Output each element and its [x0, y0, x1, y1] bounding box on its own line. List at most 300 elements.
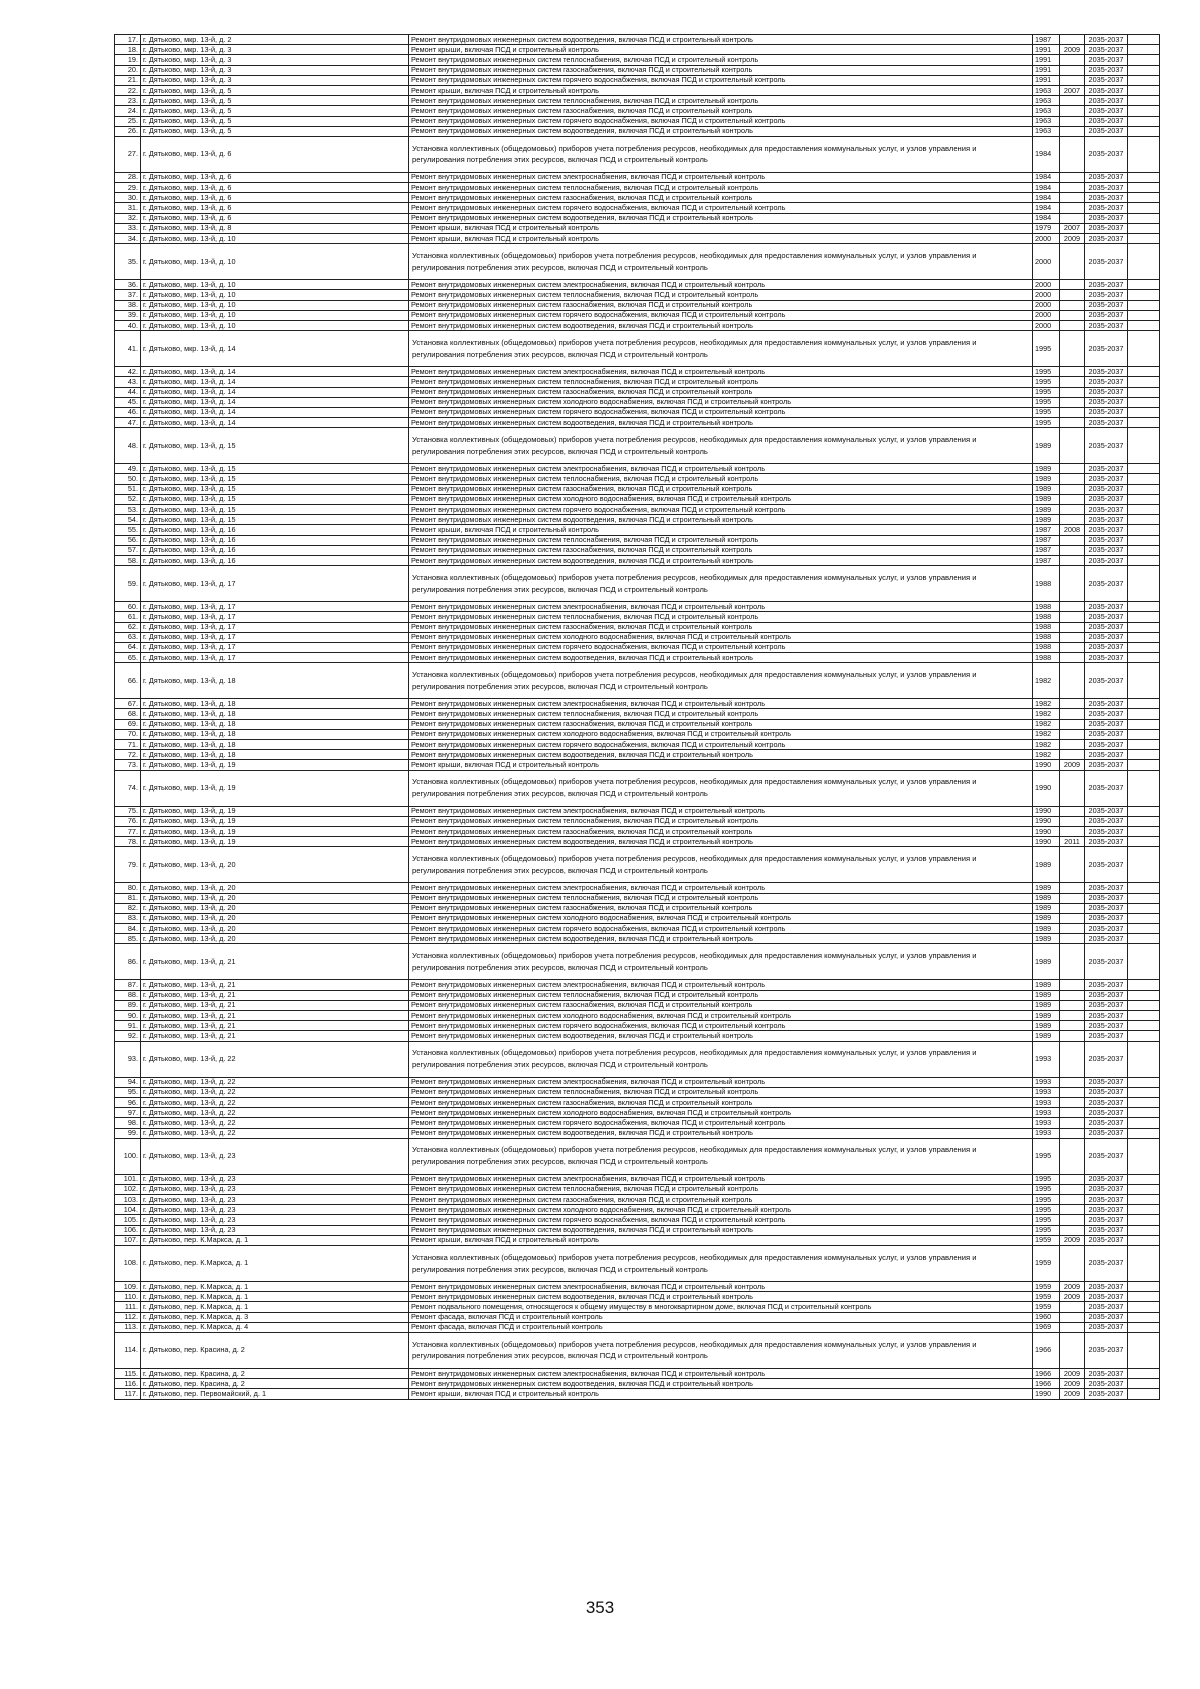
address-cell: г. Дятьково, мкр. 13-й, д. 17 [141, 602, 409, 612]
year-built-cell: 2000 [1033, 280, 1060, 290]
page-number: 353 [585, 1598, 615, 1617]
address-cell: г. Дятьково, мкр. 13-й, д. 3 [141, 55, 409, 65]
last-repair-year-cell [1060, 622, 1085, 632]
blank-cell [1128, 1097, 1160, 1107]
blank-cell [1128, 699, 1160, 709]
blank-cell [1128, 770, 1160, 806]
work-type-cell: Ремонт внутридомовых инженерных систем горячего водоснабжения, включая ПСД и строительный контроль [409, 203, 1033, 213]
address-cell: г. Дятьково, мкр. 13-й, д. 6 [141, 203, 409, 213]
address-cell: г. Дятьково, мкр. 13-й, д. 23 [141, 1174, 409, 1184]
work-type-cell: Ремонт внутридомовых инженерных систем водоотведения, включая ПСД и строительный контроль [409, 126, 1033, 136]
work-type-cell: Ремонт внутридомовых инженерных систем газоснабжения, включая ПСД и строительный контроль [409, 484, 1033, 494]
table-row [115, 320, 1160, 330]
last-repair-year-cell: 2007 [1060, 85, 1085, 95]
last-repair-year-cell: 2009 [1060, 1368, 1085, 1378]
last-repair-year-cell [1060, 729, 1085, 739]
work-type-cell: Ремонт внутридомовых инженерных систем холодного водоснабжения, включая ПСД и строительный контроль [409, 494, 1033, 504]
table-row [115, 464, 1160, 474]
last-repair-year-cell [1060, 183, 1085, 193]
planned-period-cell: 2035-2037 [1085, 1292, 1128, 1302]
address-cell: г. Дятьково, мкр. 13-й, д. 23 [141, 1205, 409, 1215]
address-cell: г. Дятьково, мкр. 13-й, д. 15 [141, 484, 409, 494]
year-built-cell: 1984 [1033, 136, 1060, 172]
blank-cell [1128, 65, 1160, 75]
address-cell: г. Дятьково, мкр. 13-й, д. 6 [141, 193, 409, 203]
planned-period-cell: 2035-2037 [1085, 1174, 1128, 1184]
last-repair-year-cell [1060, 750, 1085, 760]
table-row [115, 1205, 1160, 1215]
work-type-cell: Ремонт внутридомовых инженерных систем горячего водоснабжения, включая ПСД и строительный контроль [409, 1215, 1033, 1225]
row-number: 45. [115, 397, 141, 407]
table-row [115, 126, 1160, 136]
work-type-cell: Ремонт внутридомовых инженерных систем электроснабжения, включая ПСД и строительный контроль [409, 602, 1033, 612]
planned-period-cell: 2035-2037 [1085, 903, 1128, 913]
table-row [115, 280, 1160, 290]
last-repair-year-cell [1060, 1215, 1085, 1225]
row-number: 97. [115, 1108, 141, 1118]
address-cell: г. Дятьково, пер. К.Маркса, д. 4 [141, 1322, 409, 1332]
last-repair-year-cell [1060, 709, 1085, 719]
row-number: 70. [115, 729, 141, 739]
year-built-cell: 1959 [1033, 1292, 1060, 1302]
work-type-cell: Ремонт внутридомовых инженерных систем электроснабжения, включая ПСД и строительный контроль [409, 883, 1033, 893]
planned-period-cell: 2035-2037 [1085, 1128, 1128, 1138]
planned-period-cell: 2035-2037 [1085, 719, 1128, 729]
year-built-cell: 1995 [1033, 1184, 1060, 1194]
last-repair-year-cell [1060, 96, 1085, 106]
planned-period-cell: 2035-2037 [1085, 203, 1128, 213]
year-built-cell: 1989 [1033, 883, 1060, 893]
work-type-cell: Ремонт внутридомовых инженерных систем горячего водоснабжения, включая ПСД и строительный контроль [409, 310, 1033, 320]
table-row [115, 740, 1160, 750]
last-repair-year-cell [1060, 464, 1085, 474]
blank-cell [1128, 320, 1160, 330]
address-cell: г. Дятьково, пер. К.Маркса, д. 1 [141, 1235, 409, 1245]
year-built-cell: 1987 [1033, 535, 1060, 545]
last-repair-year-cell [1060, 1097, 1085, 1107]
year-built-cell: 1989 [1033, 464, 1060, 474]
year-built-cell: 1988 [1033, 566, 1060, 602]
work-type-cell: Ремонт внутридомовых инженерных систем газоснабжения, включая ПСД и строительный контроль [409, 545, 1033, 555]
planned-period-cell: 2035-2037 [1085, 1000, 1128, 1010]
blank-cell [1128, 505, 1160, 515]
row-number: 84. [115, 924, 141, 934]
blank-cell [1128, 418, 1160, 428]
table-row [115, 116, 1160, 126]
last-repair-year-cell [1060, 944, 1085, 980]
last-repair-year-cell [1060, 1011, 1085, 1021]
row-number: 46. [115, 407, 141, 417]
planned-period-cell: 2035-2037 [1085, 331, 1128, 367]
planned-period-cell: 2035-2037 [1085, 893, 1128, 903]
table-row [115, 85, 1160, 95]
row-number: 111. [115, 1302, 141, 1312]
work-type-cell: Установка коллективных (общедомовых) приборов учета потребления ресурсов, необходимых для предоставления коммунальных услуг, и узлов управления и регулирования потребления этих ресурсов, включая ПСД и строительный контроль [409, 1332, 1033, 1368]
row-number: 17. [115, 35, 141, 45]
blank-cell [1128, 300, 1160, 310]
planned-period-cell: 2035-2037 [1085, 1246, 1128, 1282]
year-built-cell: 1995 [1033, 1138, 1060, 1174]
last-repair-year-cell [1060, 1041, 1085, 1077]
address-cell: г. Дятьково, мкр. 13-й, д. 10 [141, 310, 409, 320]
work-type-cell: Ремонт внутридомовых инженерных систем газоснабжения, включая ПСД и строительный контроль [409, 106, 1033, 116]
planned-period-cell: 2035-2037 [1085, 1021, 1128, 1031]
blank-cell [1128, 367, 1160, 377]
address-cell: г. Дятьково, мкр. 13-й, д. 21 [141, 1021, 409, 1031]
work-type-cell: Ремонт внутридомовых инженерных систем водоотведения, включая ПСД и строительный контроль [409, 837, 1033, 847]
last-repair-year-cell [1060, 893, 1085, 903]
blank-cell [1128, 310, 1160, 320]
address-cell: г. Дятьково, мкр. 13-й, д. 6 [141, 136, 409, 172]
last-repair-year-cell [1060, 1184, 1085, 1194]
planned-period-cell: 2035-2037 [1085, 223, 1128, 233]
blank-cell [1128, 750, 1160, 760]
year-built-cell: 1984 [1033, 193, 1060, 203]
year-built-cell: 1989 [1033, 1011, 1060, 1021]
planned-period-cell: 2035-2037 [1085, 760, 1128, 770]
blank-cell [1128, 397, 1160, 407]
planned-period-cell: 2035-2037 [1085, 1282, 1128, 1292]
row-number: 82. [115, 903, 141, 913]
last-repair-year-cell [1060, 290, 1085, 300]
row-number: 102. [115, 1184, 141, 1194]
address-cell: г. Дятьково, мкр. 13-й, д. 2 [141, 35, 409, 45]
year-built-cell: 1989 [1033, 494, 1060, 504]
blank-cell [1128, 913, 1160, 923]
row-number: 57. [115, 545, 141, 555]
table-row [115, 1174, 1160, 1184]
work-type-cell: Ремонт внутридомовых инженерных систем водоотведения, включая ПСД и строительный контроль [409, 213, 1033, 223]
table-row [115, 418, 1160, 428]
table-row [115, 816, 1160, 826]
table-row [115, 525, 1160, 535]
row-number: 80. [115, 883, 141, 893]
row-number: 43. [115, 377, 141, 387]
address-cell: г. Дятьково, мкр. 13-й, д. 5 [141, 126, 409, 136]
last-repair-year-cell [1060, 213, 1085, 223]
address-cell: г. Дятьково, мкр. 13-й, д. 18 [141, 719, 409, 729]
table-row [115, 428, 1160, 464]
work-type-cell: Ремонт подвального помещения, относящегося к общему имуществу в многоквартирном доме, включая ПСД и строительный контроль [409, 1302, 1033, 1312]
blank-cell [1128, 223, 1160, 233]
work-type-cell: Ремонт внутридомовых инженерных систем водоотведения, включая ПСД и строительный контроль [409, 1128, 1033, 1138]
address-cell: г. Дятьково, пер. К.Маркса, д. 1 [141, 1246, 409, 1282]
work-type-cell: Установка коллективных (общедомовых) приборов учета потребления ресурсов, необходимых для предоставления коммунальных услуг, и узлов управления и регулирования потребления этих ресурсов, включая ПСД и строительный контроль [409, 244, 1033, 280]
year-built-cell: 1991 [1033, 75, 1060, 85]
work-type-cell: Ремонт внутридомовых инженерных систем теплоснабжения, включая ПСД и строительный контроль [409, 474, 1033, 484]
table-row [115, 653, 1160, 663]
table-row [115, 1312, 1160, 1322]
year-built-cell: 1995 [1033, 407, 1060, 417]
table-row [115, 474, 1160, 484]
year-built-cell: 2000 [1033, 310, 1060, 320]
blank-cell [1128, 474, 1160, 484]
table-row [115, 290, 1160, 300]
table-row [115, 1195, 1160, 1205]
last-repair-year-cell [1060, 515, 1085, 525]
row-number: 96. [115, 1097, 141, 1107]
address-cell: г. Дятьково, пер. К.Маркса, д. 1 [141, 1292, 409, 1302]
last-repair-year-cell [1060, 1246, 1085, 1282]
table-row [115, 709, 1160, 719]
work-type-cell: Ремонт внутридомовых инженерных систем электроснабжения, включая ПСД и строительный контроль [409, 172, 1033, 182]
address-cell: г. Дятьково, мкр. 13-й, д. 22 [141, 1097, 409, 1107]
address-cell: г. Дятьково, мкр. 13-й, д. 21 [141, 980, 409, 990]
last-repair-year-cell: 2009 [1060, 45, 1085, 55]
year-built-cell: 1989 [1033, 1031, 1060, 1041]
blank-cell [1128, 1368, 1160, 1378]
planned-period-cell: 2035-2037 [1085, 505, 1128, 515]
work-type-cell: Ремонт внутридомовых инженерных систем водоотведения, включая ПСД и строительный контроль [409, 320, 1033, 330]
table-row [115, 1031, 1160, 1041]
address-cell: г. Дятьково, мкр. 13-й, д. 3 [141, 65, 409, 75]
table-row [115, 1322, 1160, 1332]
blank-cell [1128, 35, 1160, 45]
work-type-cell: Ремонт внутридомовых инженерных систем электроснабжения, включая ПСД и строительный контроль [409, 806, 1033, 816]
year-built-cell: 1959 [1033, 1282, 1060, 1292]
planned-period-cell: 2035-2037 [1085, 116, 1128, 126]
last-repair-year-cell [1060, 136, 1085, 172]
table-row [115, 1302, 1160, 1312]
planned-period-cell: 2035-2037 [1085, 106, 1128, 116]
work-type-cell: Ремонт внутридомовых инженерных систем горячего водоснабжения, включая ПСД и строительный контроль [409, 924, 1033, 934]
work-type-cell: Ремонт внутридомовых инженерных систем газоснабжения, включая ПСД и строительный контроль [409, 826, 1033, 836]
address-cell: г. Дятьково, мкр. 13-й, д. 10 [141, 244, 409, 280]
work-type-cell: Ремонт внутридомовых инженерных систем водоотведения, включая ПСД и строительный контроль [409, 418, 1033, 428]
last-repair-year-cell [1060, 555, 1085, 565]
year-built-cell: 2000 [1033, 234, 1060, 244]
table-row [115, 203, 1160, 213]
blank-cell [1128, 464, 1160, 474]
planned-period-cell: 2035-2037 [1085, 234, 1128, 244]
table-row [115, 903, 1160, 913]
planned-period-cell: 2035-2037 [1085, 883, 1128, 893]
year-built-cell: 1989 [1033, 903, 1060, 913]
year-built-cell: 1966 [1033, 1379, 1060, 1389]
work-type-cell: Ремонт внутридомовых инженерных систем теплоснабжения, включая ПСД и строительный контроль [409, 709, 1033, 719]
address-cell: г. Дятьково, мкр. 13-й, д. 23 [141, 1215, 409, 1225]
year-built-cell: 1982 [1033, 740, 1060, 750]
year-built-cell: 1993 [1033, 1087, 1060, 1097]
planned-period-cell: 2035-2037 [1085, 944, 1128, 980]
year-built-cell: 1995 [1033, 367, 1060, 377]
planned-period-cell: 2035-2037 [1085, 193, 1128, 203]
table-row [115, 407, 1160, 417]
last-repair-year-cell [1060, 826, 1085, 836]
row-number: 49. [115, 464, 141, 474]
blank-cell [1128, 816, 1160, 826]
year-built-cell: 1963 [1033, 96, 1060, 106]
row-number: 27. [115, 136, 141, 172]
year-built-cell: 1960 [1033, 1312, 1060, 1322]
address-cell: г. Дятьково, мкр. 13-й, д. 15 [141, 494, 409, 504]
last-repair-year-cell [1060, 418, 1085, 428]
row-number: 20. [115, 65, 141, 75]
year-built-cell: 2000 [1033, 290, 1060, 300]
blank-cell [1128, 837, 1160, 847]
last-repair-year-cell [1060, 1021, 1085, 1031]
planned-period-cell: 2035-2037 [1085, 484, 1128, 494]
last-repair-year-cell [1060, 280, 1085, 290]
year-built-cell: 1966 [1033, 1332, 1060, 1368]
year-built-cell: 1982 [1033, 719, 1060, 729]
blank-cell [1128, 653, 1160, 663]
planned-period-cell: 2035-2037 [1085, 1041, 1128, 1077]
year-built-cell: 1995 [1033, 331, 1060, 367]
planned-period-cell: 2035-2037 [1085, 494, 1128, 504]
row-number: 85. [115, 934, 141, 944]
table-row [115, 806, 1160, 816]
table-row [115, 1077, 1160, 1087]
blank-cell [1128, 428, 1160, 464]
planned-period-cell: 2035-2037 [1085, 35, 1128, 45]
register-table-container [114, 34, 1159, 1400]
table-row [115, 106, 1160, 116]
planned-period-cell: 2035-2037 [1085, 1312, 1128, 1322]
planned-period-cell: 2035-2037 [1085, 699, 1128, 709]
year-built-cell: 1989 [1033, 934, 1060, 944]
table-row [115, 1368, 1160, 1378]
year-built-cell: 1990 [1033, 1389, 1060, 1399]
year-built-cell: 1995 [1033, 418, 1060, 428]
blank-cell [1128, 622, 1160, 632]
row-number: 47. [115, 418, 141, 428]
table-row [115, 387, 1160, 397]
planned-period-cell: 2035-2037 [1085, 622, 1128, 632]
row-number: 88. [115, 990, 141, 1000]
table-row [115, 1011, 1160, 1021]
last-repair-year-cell [1060, 193, 1085, 203]
last-repair-year-cell [1060, 331, 1085, 367]
blank-cell [1128, 106, 1160, 116]
work-type-cell: Ремонт внутридомовых инженерных систем электроснабжения, включая ПСД и строительный контроль [409, 699, 1033, 709]
blank-cell [1128, 632, 1160, 642]
address-cell: г. Дятьково, мкр. 13-й, д. 19 [141, 816, 409, 826]
planned-period-cell: 2035-2037 [1085, 826, 1128, 836]
row-number: 83. [115, 913, 141, 923]
last-repair-year-cell [1060, 1031, 1085, 1041]
last-repair-year-cell: 2007 [1060, 223, 1085, 233]
year-built-cell: 1989 [1033, 924, 1060, 934]
address-cell: г. Дятьково, пер. Красина, д. 2 [141, 1379, 409, 1389]
year-built-cell: 1982 [1033, 663, 1060, 699]
table-row [115, 663, 1160, 699]
last-repair-year-cell [1060, 663, 1085, 699]
table-row [115, 244, 1160, 280]
year-built-cell: 1993 [1033, 1077, 1060, 1087]
blank-cell [1128, 136, 1160, 172]
planned-period-cell: 2035-2037 [1085, 300, 1128, 310]
work-type-cell: Установка коллективных (общедомовых) приборов учета потребления ресурсов, необходимых для предоставления коммунальных услуг, и узлов управления и регулирования потребления этих ресурсов, включая ПСД и строительный контроль [409, 136, 1033, 172]
planned-period-cell: 2035-2037 [1085, 980, 1128, 990]
blank-cell [1128, 1302, 1160, 1312]
work-type-cell: Ремонт внутридомовых инженерных систем газоснабжения, включая ПСД и строительный контроль [409, 903, 1033, 913]
planned-period-cell: 2035-2037 [1085, 1379, 1128, 1389]
last-repair-year-cell [1060, 770, 1085, 806]
planned-period-cell: 2035-2037 [1085, 474, 1128, 484]
year-built-cell: 1963 [1033, 116, 1060, 126]
planned-period-cell: 2035-2037 [1085, 545, 1128, 555]
year-built-cell: 1989 [1033, 474, 1060, 484]
work-type-cell: Ремонт внутридомовых инженерных систем теплоснабжения, включая ПСД и строительный контроль [409, 96, 1033, 106]
work-type-cell: Ремонт внутридомовых инженерных систем теплоснабжения, включая ПСД и строительный контроль [409, 990, 1033, 1000]
year-built-cell: 1990 [1033, 770, 1060, 806]
table-row [115, 826, 1160, 836]
address-cell: г. Дятьково, мкр. 13-й, д. 17 [141, 612, 409, 622]
blank-cell [1128, 407, 1160, 417]
planned-period-cell: 2035-2037 [1085, 602, 1128, 612]
last-repair-year-cell [1060, 1332, 1085, 1368]
blank-cell [1128, 709, 1160, 719]
row-number: 60. [115, 602, 141, 612]
table-row [115, 990, 1160, 1000]
table-row [115, 545, 1160, 555]
year-built-cell: 1963 [1033, 106, 1060, 116]
work-type-cell: Ремонт внутридомовых инженерных систем горячего водоснабжения, включая ПСД и строительный контроль [409, 407, 1033, 417]
year-built-cell: 1993 [1033, 1041, 1060, 1077]
row-number: 114. [115, 1332, 141, 1368]
blank-cell [1128, 1000, 1160, 1010]
address-cell: г. Дятьково, мкр. 13-й, д. 21 [141, 990, 409, 1000]
year-built-cell: 1993 [1033, 1128, 1060, 1138]
year-built-cell: 1963 [1033, 85, 1060, 95]
row-number: 115. [115, 1368, 141, 1378]
blank-cell [1128, 1312, 1160, 1322]
work-type-cell: Ремонт внутридомовых инженерных систем водоотведения, включая ПСД и строительный контроль [409, 555, 1033, 565]
work-type-cell: Ремонт внутридомовых инженерных систем газоснабжения, включая ПСД и строительный контроль [409, 719, 1033, 729]
work-type-cell: Ремонт внутридомовых инженерных систем водоотведения, включая ПСД и строительный контроль [409, 934, 1033, 944]
address-cell: г. Дятьково, мкр. 13-й, д. 16 [141, 525, 409, 535]
row-number: 36. [115, 280, 141, 290]
blank-cell [1128, 663, 1160, 699]
year-built-cell: 1991 [1033, 65, 1060, 75]
table-row [115, 913, 1160, 923]
year-built-cell: 1963 [1033, 126, 1060, 136]
year-built-cell: 1993 [1033, 1097, 1060, 1107]
work-type-cell: Установка коллективных (общедомовых) приборов учета потребления ресурсов, необходимых для предоставления коммунальных услуг, и узлов управления и регулирования потребления этих ресурсов, включая ПСД и строительный контроль [409, 944, 1033, 980]
row-number: 113. [115, 1322, 141, 1332]
last-repair-year-cell [1060, 1077, 1085, 1087]
year-built-cell: 1995 [1033, 1195, 1060, 1205]
blank-cell [1128, 903, 1160, 913]
planned-period-cell: 2035-2037 [1085, 183, 1128, 193]
table-row [115, 193, 1160, 203]
last-repair-year-cell [1060, 602, 1085, 612]
table-row [115, 505, 1160, 515]
blank-cell [1128, 1128, 1160, 1138]
year-built-cell: 1988 [1033, 642, 1060, 652]
blank-cell [1128, 1235, 1160, 1245]
row-number: 117. [115, 1389, 141, 1399]
year-built-cell: 1995 [1033, 1225, 1060, 1235]
address-cell: г. Дятьково, мкр. 13-й, д. 5 [141, 116, 409, 126]
last-repair-year-cell [1060, 407, 1085, 417]
last-repair-year-cell [1060, 55, 1085, 65]
year-built-cell: 2000 [1033, 244, 1060, 280]
address-cell: г. Дятьково, мкр. 13-й, д. 16 [141, 535, 409, 545]
planned-period-cell: 2035-2037 [1085, 418, 1128, 428]
blank-cell [1128, 980, 1160, 990]
table-row [115, 729, 1160, 739]
row-number: 51. [115, 484, 141, 494]
row-number: 29. [115, 183, 141, 193]
address-cell: г. Дятьково, мкр. 13-й, д. 14 [141, 377, 409, 387]
blank-cell [1128, 1215, 1160, 1225]
address-cell: г. Дятьково, мкр. 13-й, д. 16 [141, 555, 409, 565]
planned-period-cell: 2035-2037 [1085, 1215, 1128, 1225]
row-number: 62. [115, 622, 141, 632]
year-built-cell: 2000 [1033, 300, 1060, 310]
